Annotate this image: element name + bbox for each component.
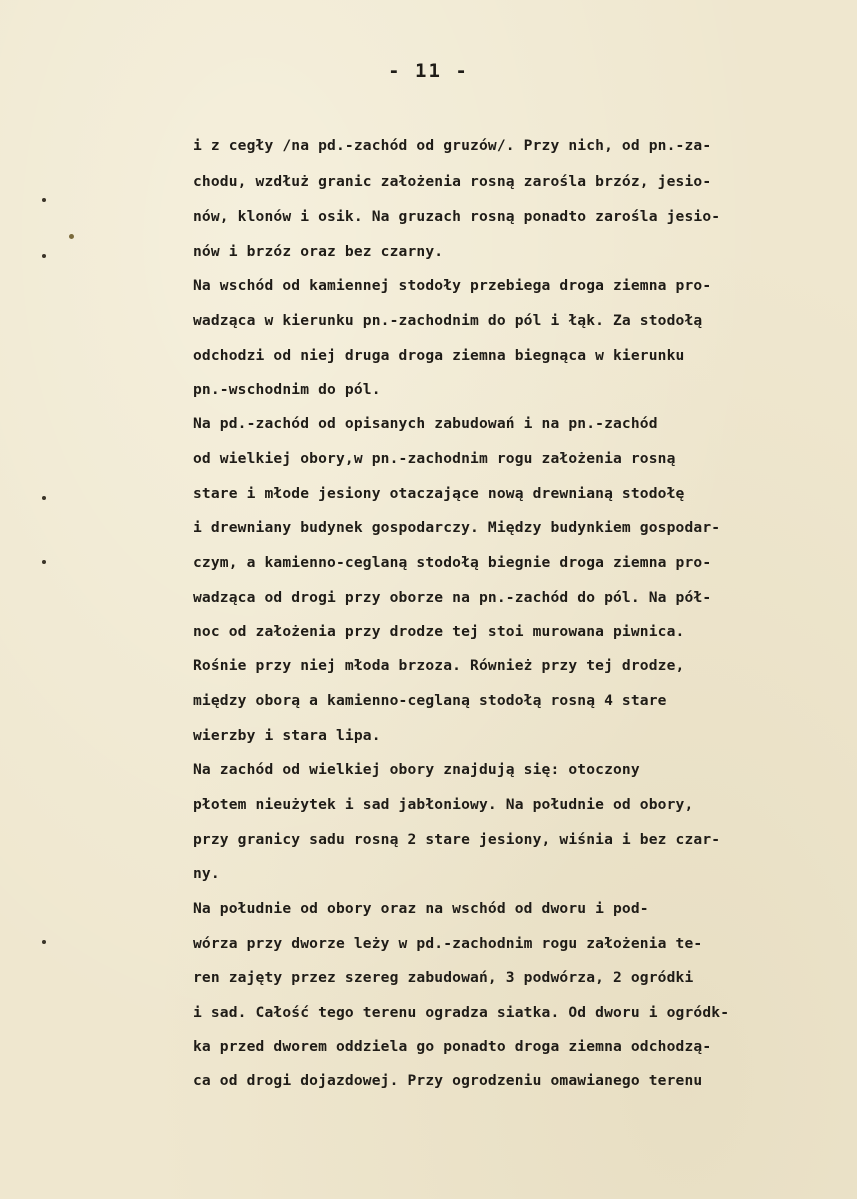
text-line-10: od wielkiej obory,w pn.-zachodnim rogu założenia rosną [193, 450, 676, 467]
text-line-3: nów, klonów i osik. Na gruzach rosną ponadto zarośla jesio- [193, 208, 721, 225]
text-line-7: odchodzi od niej druga droga ziemna biegnąca w kierunku [193, 347, 685, 364]
text-line-1: i z cegły /na pd.-zachód od gruzów/. Przy nich, od pn.-za- [193, 137, 712, 154]
text-line-24: wórza przy dworze leży w pd.-zachodnim rogu założenia te- [193, 935, 703, 952]
text-line-22: ny. [193, 865, 220, 882]
margin-speck [42, 940, 46, 944]
text-line-25: ren zajęty przez szereg zabudowań, 3 podwórza, 2 ogródki [193, 969, 694, 986]
margin-speck [42, 496, 46, 500]
text-line-13: czym, a kamienno-ceglaną stodołą biegnie droga ziemna pro- [193, 554, 712, 571]
text-line-16: Rośnie przy niej młoda brzoza. Również przy tej drodze, [193, 657, 685, 674]
text-line-19: Na zachód od wielkiej obory znajdują się: otoczony [193, 761, 640, 778]
text-line-26: i sad. Całość tego terenu ogradza siatka. Od dworu i ogródk- [193, 1004, 730, 1021]
text-line-9: Na pd.-zachód od opisanych zabudowań i na pn.-zachód [193, 415, 658, 432]
margin-speck [42, 198, 46, 202]
text-line-17: między oborą a kamienno-ceglaną stodołą rosną 4 stare [193, 692, 667, 709]
margin-speck [42, 254, 46, 258]
text-line-2: chodu, wzdłuż granic założenia rosną zarośla brzóz, jesio- [193, 173, 712, 190]
text-line-8: pn.-wschodnim do pól. [193, 381, 381, 398]
margin-speck [69, 234, 74, 239]
text-line-15: noc od założenia przy drodze tej stoi murowana piwnica. [193, 623, 685, 640]
page-number: - 11 - [388, 60, 469, 82]
text-line-12: i drewniany budynek gospodarczy. Między budynkiem gospodar- [193, 519, 721, 536]
text-line-23: Na południe od obory oraz na wschód od dworu i pod- [193, 900, 649, 917]
text-line-28: ca od drogi dojazdowej. Przy ogrodzeniu omawianego terenu [193, 1072, 703, 1089]
text-line-5: Na wschód od kamiennej stodoły przebiega droga ziemna pro- [193, 277, 712, 294]
text-line-14: wadząca od drogi przy oborze na pn.-zachód do pól. Na pół- [193, 589, 712, 606]
text-line-11: stare i młode jesiony otaczające nową drewnianą stodołę [193, 485, 685, 502]
text-line-6: wadząca w kierunku pn.-zachodnim do pól i łąk. Za stodołą [193, 312, 703, 329]
text-line-21: przy granicy sadu rosną 2 stare jesiony, wiśnia i bez czar- [193, 831, 721, 848]
margin-speck [42, 560, 46, 564]
text-line-18: wierzby i stara lipa. [193, 727, 381, 744]
text-line-20: płotem nieużytek i sad jabłoniowy. Na południe od obory, [193, 796, 694, 813]
text-line-4: nów i brzóz oraz bez czarny. [193, 243, 444, 260]
text-line-27: ka przed dworem oddziela go ponadto droga ziemna odchodzą- [193, 1038, 712, 1055]
